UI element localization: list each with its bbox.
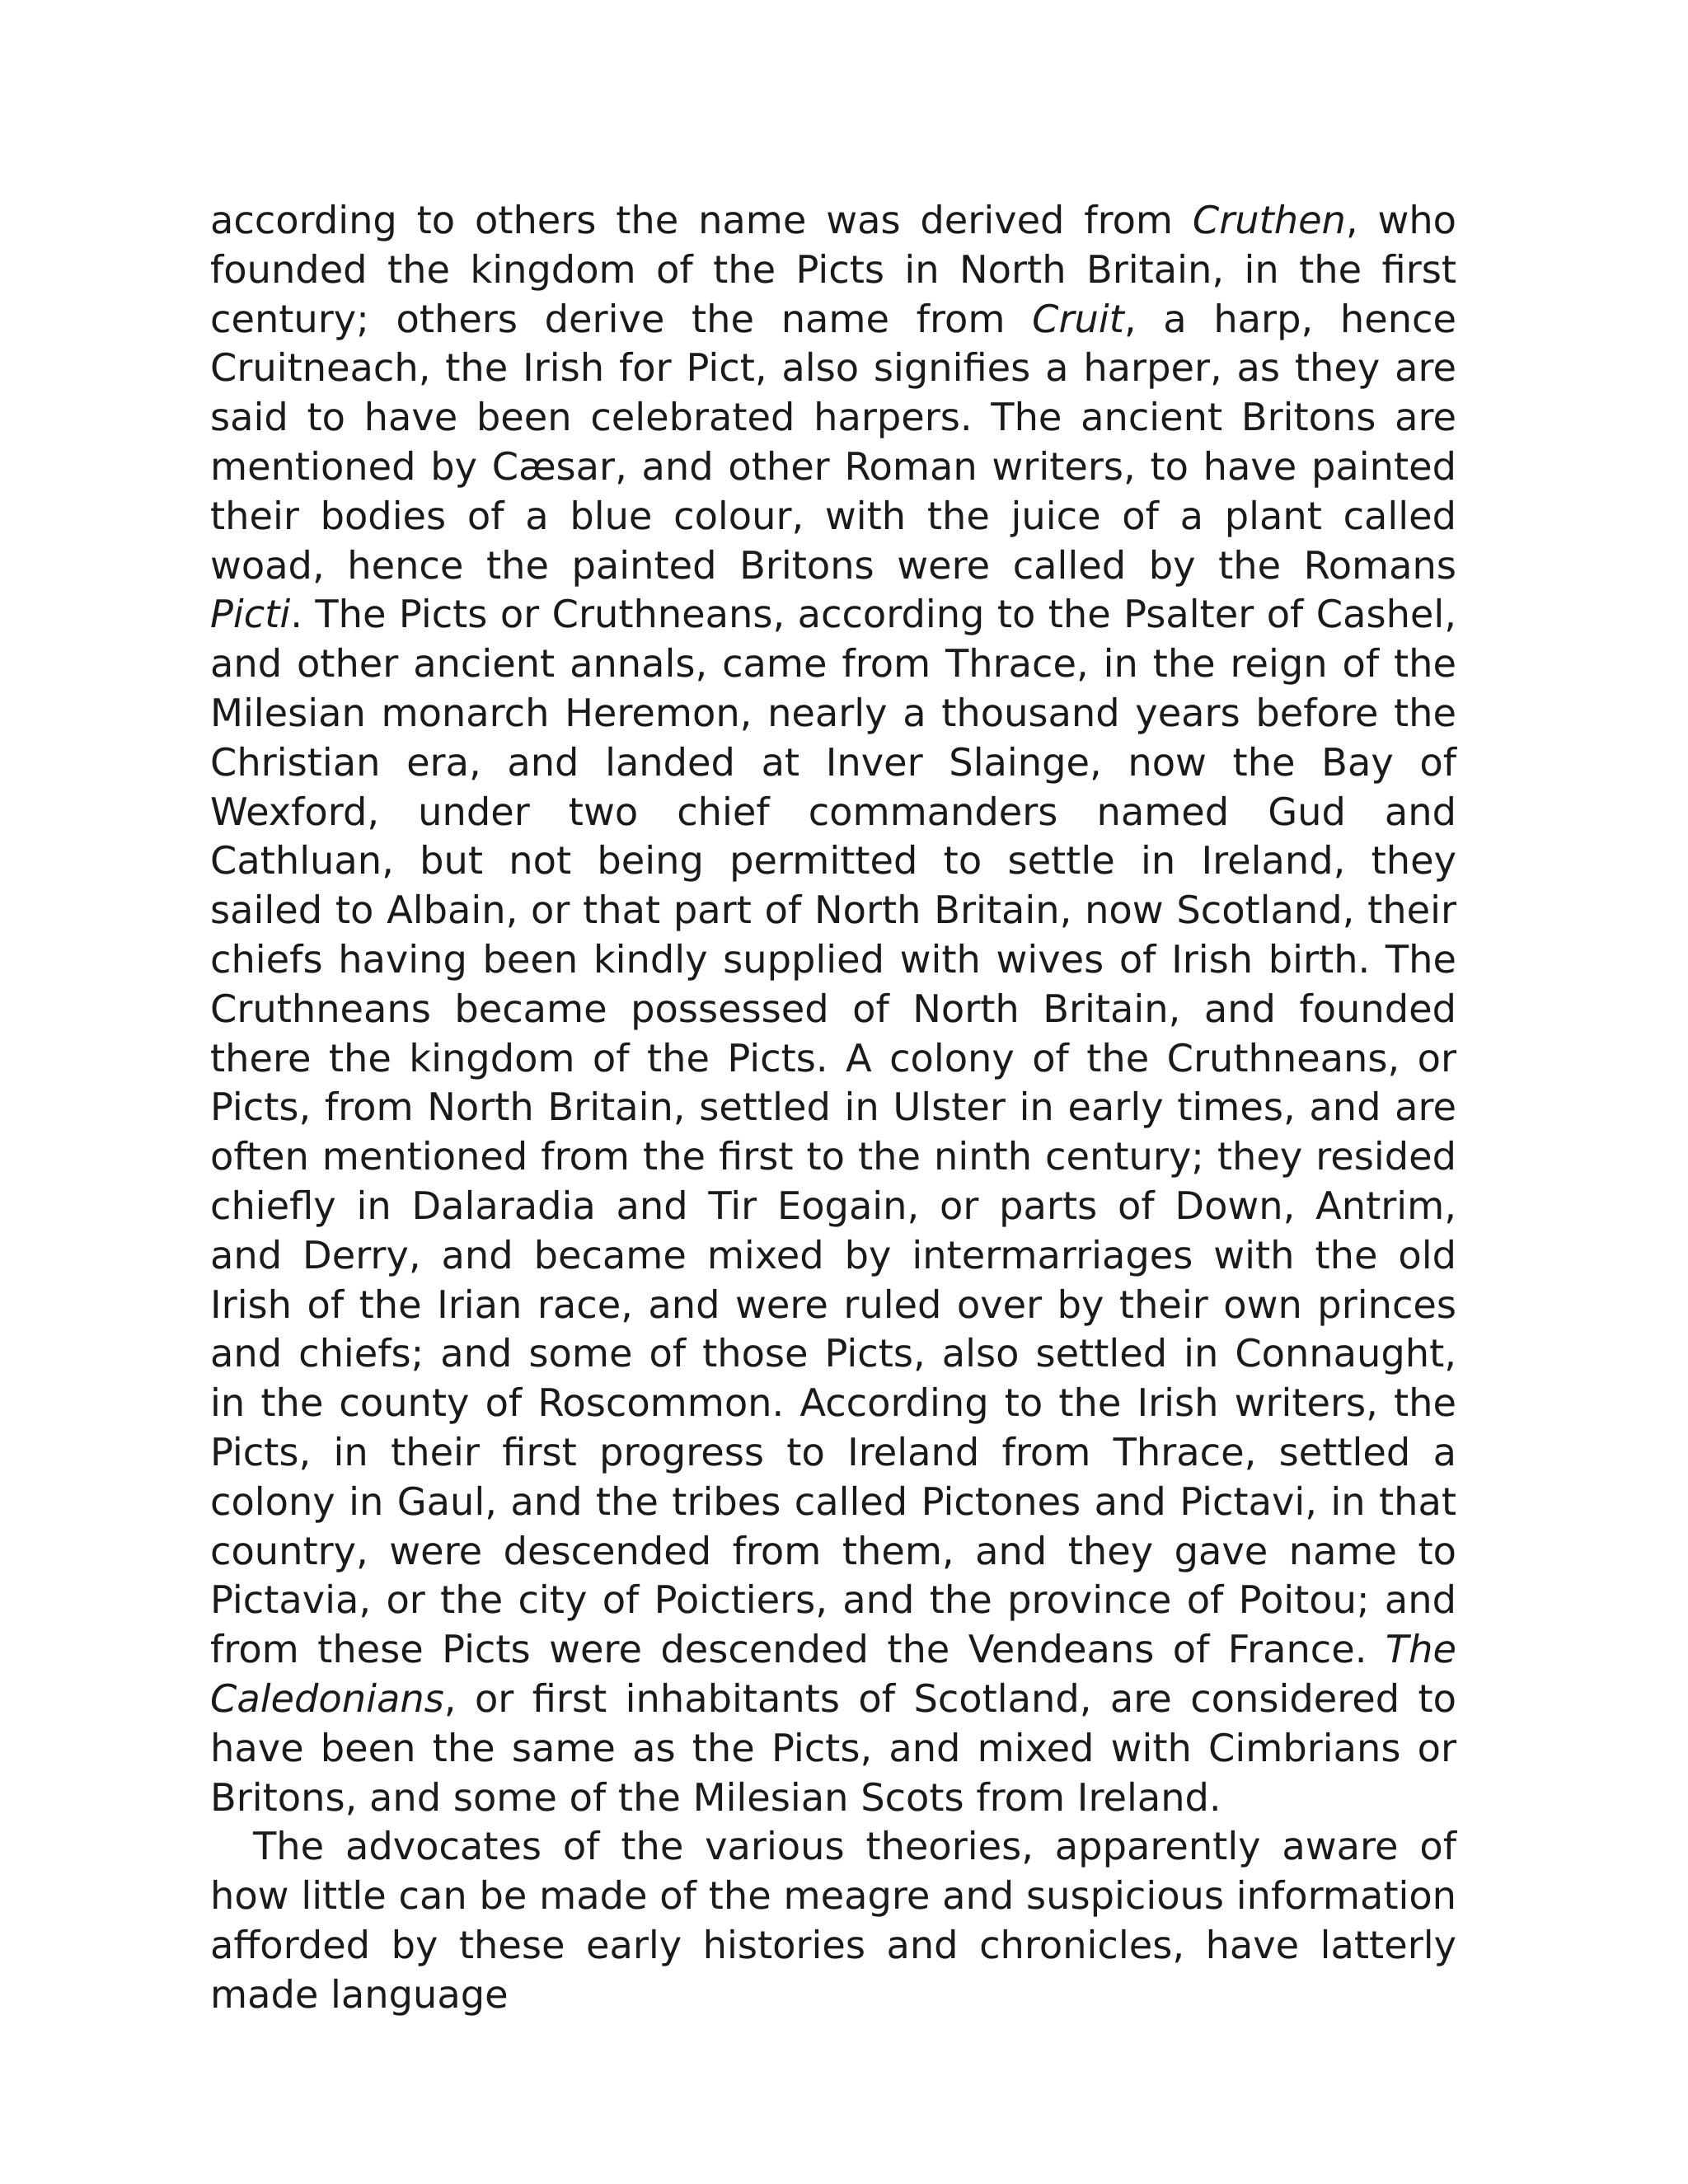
text-run: , or first inhabitants of Scotland, are considered to have been the same as the Picts, and mixed with Cimbrians or Britons, and some of the Milesian Scots from Ireland.: [210, 1675, 1456, 1820]
text-run: . The Picts or Cruthneans, according to the Psalter of Cashel, and other ancient annals, came from Thrace, in the reign of the Milesian monarch Heremon, nearly a thousand years before the Christian era, and landed at Inver Slainge, now the Bay of Wexford, under two chief commanders named Gud and Cathluan, but not being permitted to settle in Ireland, they sailed to Albain, or that part of North Britain, now Scotland, their chiefs having been kindly supplied with wives of Irish birth. The Cruthneans became possessed of North Britain, and founded there the kingdom of the Picts. A colony of the Cruthneans, or Picts, from North Britain, settled in Ulster in early times, and are often mentioned from the first to the ninth century; they resided chiefly in Dalaradia and Tir Eogain, or parts of Down, Antrim, and Derry, and became mixed by intermarriages with the old Irish of the Irian race, and were ruled over by their own princes and chiefs; and some of those Picts, also settled in Connaught, in the county of Roscommon. According to the Irish writers, the Picts, in their first progress to Ireland from Thrace, settled a colony in Gaul, and the tribes called Pictones and Pictavi, in that country, were descended from them, and they gave name to Pictavia, or the city of Poictiers, and the province of Poitou; and from these Picts were descended the Vendeans of France.: [210, 592, 1456, 1672]
paragraph: [210, 1822, 1456, 2019]
text-run: , who founded the kingdom of the Picts in North Britain, in the first century; others derive the name from: [210, 198, 1456, 341]
text-run: according to others the name was derived from: [210, 198, 1193, 242]
italic-term-cruthen: Cruthen: [1192, 198, 1346, 242]
italic-term-cruit: Cruit: [1032, 296, 1124, 341]
text-run: The advocates of the various theories, apparently aware of how little can be made of the meagre and suspicious information afforded by these early histories and chronicles, have latterly made language: [210, 1824, 1456, 2017]
paragraph: [210, 196, 1456, 1822]
text-run: , a harp, hence Cruitneach, the Irish for Pict, also signifies a harper, as they are said to have been celebrated harpers. The ancient Britons are mentioned by Cæsar, and other Roman writers, to have painted their bodies of a blue colour, with the juice of a plant called woad, hence the painted Britons were called by the Romans: [210, 296, 1456, 588]
page-body: [210, 196, 1456, 2019]
italic-term-picti: Picti: [210, 592, 291, 637]
italic-term-caledonians: The Caledonians: [210, 1627, 1456, 1721]
